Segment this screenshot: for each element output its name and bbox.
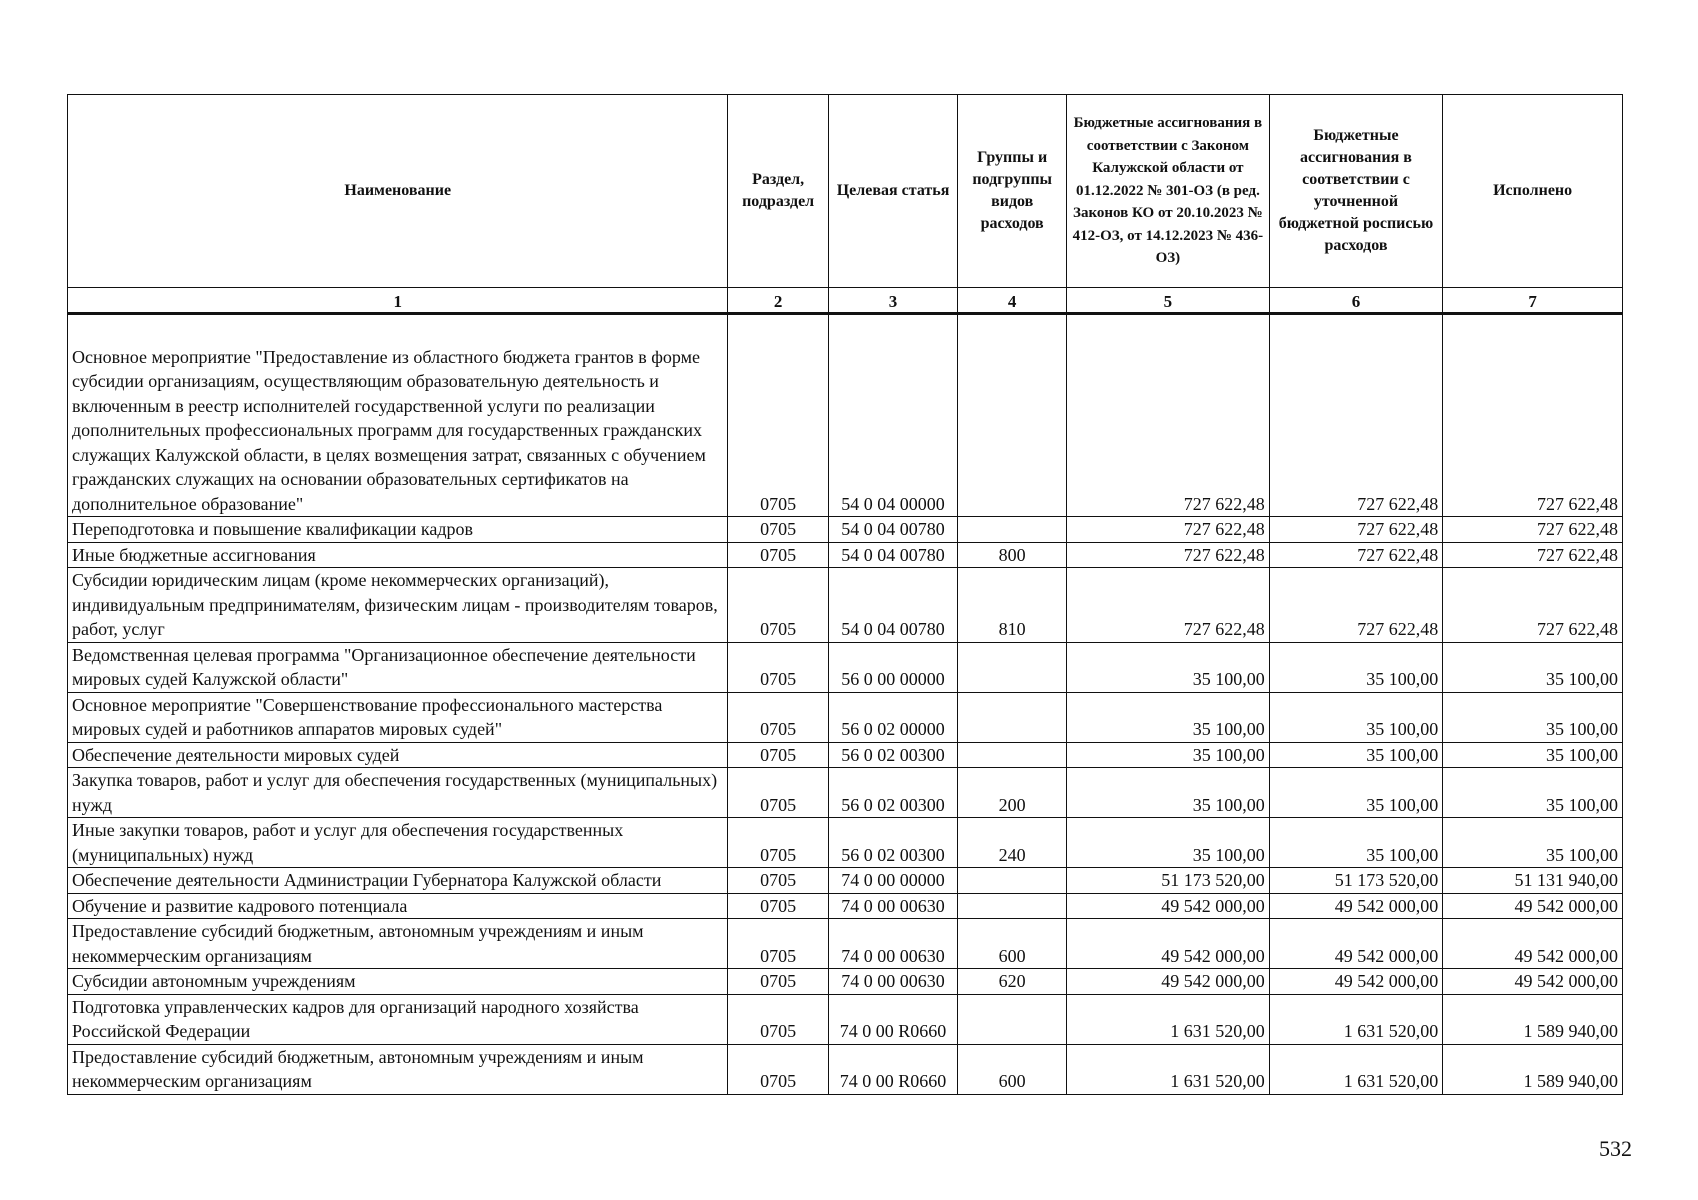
- column-number: 2: [728, 288, 828, 314]
- cell-group: 200: [958, 768, 1067, 818]
- cell-section: 0705: [728, 642, 828, 692]
- cell-law-amount: 727 622,48: [1067, 542, 1270, 568]
- cell-section: 0705: [728, 893, 828, 919]
- cell-name: Иные закупки товаров, работ и услуг для обеспечения государственных (муниципальных) нужд: [68, 818, 728, 868]
- cell-name: Субсидии юридическим лицам (кроме некоммерческих организаций), индивидуальным предпринимателям, физическим лицам - производителям товаров, работ, услуг: [68, 568, 728, 643]
- cell-group: 800: [958, 542, 1067, 568]
- cell-refined-amount: 49 542 000,00: [1269, 893, 1442, 919]
- cell-name: Обучение и развитие кадрового потенциала: [68, 893, 728, 919]
- header-groups: Группы и подгруппы видов расходов: [958, 95, 1067, 288]
- cell-section: 0705: [728, 742, 828, 768]
- cell-target: 74 0 00 00000: [828, 868, 958, 894]
- cell-law-amount: 1 631 520,00: [1067, 994, 1270, 1044]
- cell-section: 0705: [728, 542, 828, 568]
- cell-target: 56 0 02 00300: [828, 818, 958, 868]
- cell-executed-amount: 727 622,48: [1443, 568, 1623, 643]
- cell-name: Переподготовка и повышение квалификации кадров: [68, 517, 728, 543]
- cell-section: 0705: [728, 517, 828, 543]
- cell-executed-amount: 51 131 940,00: [1443, 868, 1623, 894]
- cell-target: 74 0 00 R0660: [828, 994, 958, 1044]
- cell-section: 0705: [728, 692, 828, 742]
- header-executed: Исполнено: [1443, 95, 1623, 288]
- cell-group: [958, 692, 1067, 742]
- cell-target: 56 0 00 00000: [828, 642, 958, 692]
- cell-section: 0705: [728, 818, 828, 868]
- cell-executed-amount: 35 100,00: [1443, 692, 1623, 742]
- cell-name: Предоставление субсидий бюджетным, автономным учреждениям и иным некоммерческим организациям: [68, 1044, 728, 1094]
- table-row: [68, 994, 1623, 1044]
- cell-target: 56 0 02 00000: [828, 692, 958, 742]
- cell-refined-amount: 1 631 520,00: [1269, 1044, 1442, 1094]
- cell-law-amount: 727 622,48: [1067, 517, 1270, 543]
- cell-executed-amount: 727 622,48: [1443, 542, 1623, 568]
- cell-executed-amount: 35 100,00: [1443, 742, 1623, 768]
- cell-executed-amount: 49 542 000,00: [1443, 919, 1623, 969]
- cell-section: 0705: [728, 969, 828, 995]
- cell-executed-amount: 1 589 940,00: [1443, 994, 1623, 1044]
- table-row: [68, 768, 1623, 818]
- table-row: [68, 868, 1623, 894]
- cell-group: 620: [958, 969, 1067, 995]
- cell-section: 0705: [728, 1044, 828, 1094]
- column-number: 5: [1067, 288, 1270, 314]
- cell-target: 54 0 04 00780: [828, 517, 958, 543]
- cell-section: 0705: [728, 314, 828, 517]
- header-name: Наименование: [68, 95, 728, 288]
- cell-name: Основное мероприятие "Предоставление из областного бюджета грантов в форме субсидии организациям, осуществляющим образовательную деятельность и включенным в реестр исполнителей государственной услуги по реализации дополнительных профессиональных программ для государственных гражданских служащих Калужской области, в целях возмещения затрат, связанных с обучением гражданских служащих на основании образовательных сертификатов на дополнительное образование": [68, 314, 728, 517]
- header-section: Раздел, подраздел: [728, 95, 828, 288]
- cell-name: Субсидии автономным учреждениям: [68, 969, 728, 995]
- table-row: [68, 642, 1623, 692]
- table-row: [68, 919, 1623, 969]
- cell-section: 0705: [728, 568, 828, 643]
- cell-group: [958, 642, 1067, 692]
- budget-table: [67, 94, 1623, 1095]
- cell-refined-amount: 727 622,48: [1269, 568, 1442, 643]
- table-row: [68, 818, 1623, 868]
- cell-law-amount: 49 542 000,00: [1067, 893, 1270, 919]
- cell-name: Основное мероприятие "Совершенствование профессионального мастерства мировых судей и работников аппаратов мировых судей": [68, 692, 728, 742]
- cell-group: [958, 517, 1067, 543]
- cell-target: 56 0 02 00300: [828, 742, 958, 768]
- cell-target: 74 0 00 00630: [828, 919, 958, 969]
- cell-refined-amount: 727 622,48: [1269, 314, 1442, 517]
- cell-name: Обеспечение деятельности Администрации Губернатора Калужской области: [68, 868, 728, 894]
- cell-section: 0705: [728, 868, 828, 894]
- column-number: 4: [958, 288, 1067, 314]
- cell-executed-amount: 1 589 940,00: [1443, 1044, 1623, 1094]
- cell-refined-amount: 35 100,00: [1269, 692, 1442, 742]
- cell-executed-amount: 49 542 000,00: [1443, 893, 1623, 919]
- cell-target: 56 0 02 00300: [828, 768, 958, 818]
- cell-target: 54 0 04 00780: [828, 568, 958, 643]
- table-body: [68, 314, 1623, 1095]
- cell-law-amount: 35 100,00: [1067, 642, 1270, 692]
- table-row: [68, 742, 1623, 768]
- cell-refined-amount: 51 173 520,00: [1269, 868, 1442, 894]
- page-number: 532: [1599, 1136, 1632, 1161]
- cell-target: 54 0 04 00000: [828, 314, 958, 517]
- cell-target: 74 0 00 R0660: [828, 1044, 958, 1094]
- cell-name: Ведомственная целевая программа "Организационное обеспечение деятельности мировых судей Калужской области": [68, 642, 728, 692]
- cell-executed-amount: 35 100,00: [1443, 818, 1623, 868]
- cell-refined-amount: 35 100,00: [1269, 642, 1442, 692]
- cell-target: 74 0 00 00630: [828, 969, 958, 995]
- cell-executed-amount: 35 100,00: [1443, 768, 1623, 818]
- cell-law-amount: 51 173 520,00: [1067, 868, 1270, 894]
- cell-refined-amount: 727 622,48: [1269, 542, 1442, 568]
- table-row: [68, 542, 1623, 568]
- header-row: [68, 95, 1623, 288]
- cell-section: 0705: [728, 768, 828, 818]
- table-row: [68, 517, 1623, 543]
- cell-refined-amount: 49 542 000,00: [1269, 969, 1442, 995]
- cell-refined-amount: 35 100,00: [1269, 742, 1442, 768]
- cell-law-amount: 49 542 000,00: [1067, 969, 1270, 995]
- column-number: 6: [1269, 288, 1442, 314]
- cell-name: Иные бюджетные ассигнования: [68, 542, 728, 568]
- cell-refined-amount: 1 631 520,00: [1269, 994, 1442, 1044]
- cell-group: [958, 868, 1067, 894]
- column-number: 1: [68, 288, 728, 314]
- cell-group: [958, 742, 1067, 768]
- cell-law-amount: 35 100,00: [1067, 742, 1270, 768]
- cell-law-amount: 49 542 000,00: [1067, 919, 1270, 969]
- cell-law-amount: 35 100,00: [1067, 692, 1270, 742]
- header-law-appropriations: Бюджетные ассигнования в соответствии с Законом Калужской области от 01.12.2022 № 301-ОЗ (в ред. Законов КО от 20.10.2023 № 412-ОЗ, от 14.12.2023 № 436-ОЗ): [1067, 95, 1270, 288]
- table-row: [68, 314, 1623, 517]
- cell-law-amount: 727 622,48: [1067, 568, 1270, 643]
- cell-law-amount: 1 631 520,00: [1067, 1044, 1270, 1094]
- cell-refined-amount: 35 100,00: [1269, 768, 1442, 818]
- cell-refined-amount: 35 100,00: [1269, 818, 1442, 868]
- cell-group: 240: [958, 818, 1067, 868]
- table-row: [68, 969, 1623, 995]
- cell-refined-amount: 727 622,48: [1269, 517, 1442, 543]
- cell-name: Подготовка управленческих кадров для организаций народного хозяйства Российской Федерации: [68, 994, 728, 1044]
- cell-group: 600: [958, 919, 1067, 969]
- cell-law-amount: 727 622,48: [1067, 314, 1270, 517]
- cell-group: [958, 314, 1067, 517]
- cell-name: Закупка товаров, работ и услуг для обеспечения государственных (муниципальных) нужд: [68, 768, 728, 818]
- cell-refined-amount: 49 542 000,00: [1269, 919, 1442, 969]
- table-row: [68, 1044, 1623, 1094]
- cell-section: 0705: [728, 919, 828, 969]
- header-target: Целевая статья: [828, 95, 958, 288]
- cell-target: 74 0 00 00630: [828, 893, 958, 919]
- cell-name: Обеспечение деятельности мировых судей: [68, 742, 728, 768]
- column-number: 7: [1443, 288, 1623, 314]
- cell-executed-amount: 727 622,48: [1443, 517, 1623, 543]
- cell-target: 54 0 04 00780: [828, 542, 958, 568]
- cell-group: [958, 994, 1067, 1044]
- cell-executed-amount: 727 622,48: [1443, 314, 1623, 517]
- table-header: [68, 95, 1623, 314]
- table-row: [68, 893, 1623, 919]
- cell-group: 810: [958, 568, 1067, 643]
- table-row: [68, 568, 1623, 643]
- cell-name: Предоставление субсидий бюджетным, автономным учреждениям и иным некоммерческим организациям: [68, 919, 728, 969]
- cell-group: 600: [958, 1044, 1067, 1094]
- cell-executed-amount: 35 100,00: [1443, 642, 1623, 692]
- column-number: 3: [828, 288, 958, 314]
- header-refined-appropriations: Бюджетные ассигнования в соответствии с уточненной бюджетной росписью расходов: [1269, 95, 1442, 288]
- cell-law-amount: 35 100,00: [1067, 768, 1270, 818]
- cell-group: [958, 893, 1067, 919]
- cell-section: 0705: [728, 994, 828, 1044]
- cell-executed-amount: 49 542 000,00: [1443, 969, 1623, 995]
- column-number-row: [68, 288, 1623, 314]
- table-row: [68, 692, 1623, 742]
- cell-law-amount: 35 100,00: [1067, 818, 1270, 868]
